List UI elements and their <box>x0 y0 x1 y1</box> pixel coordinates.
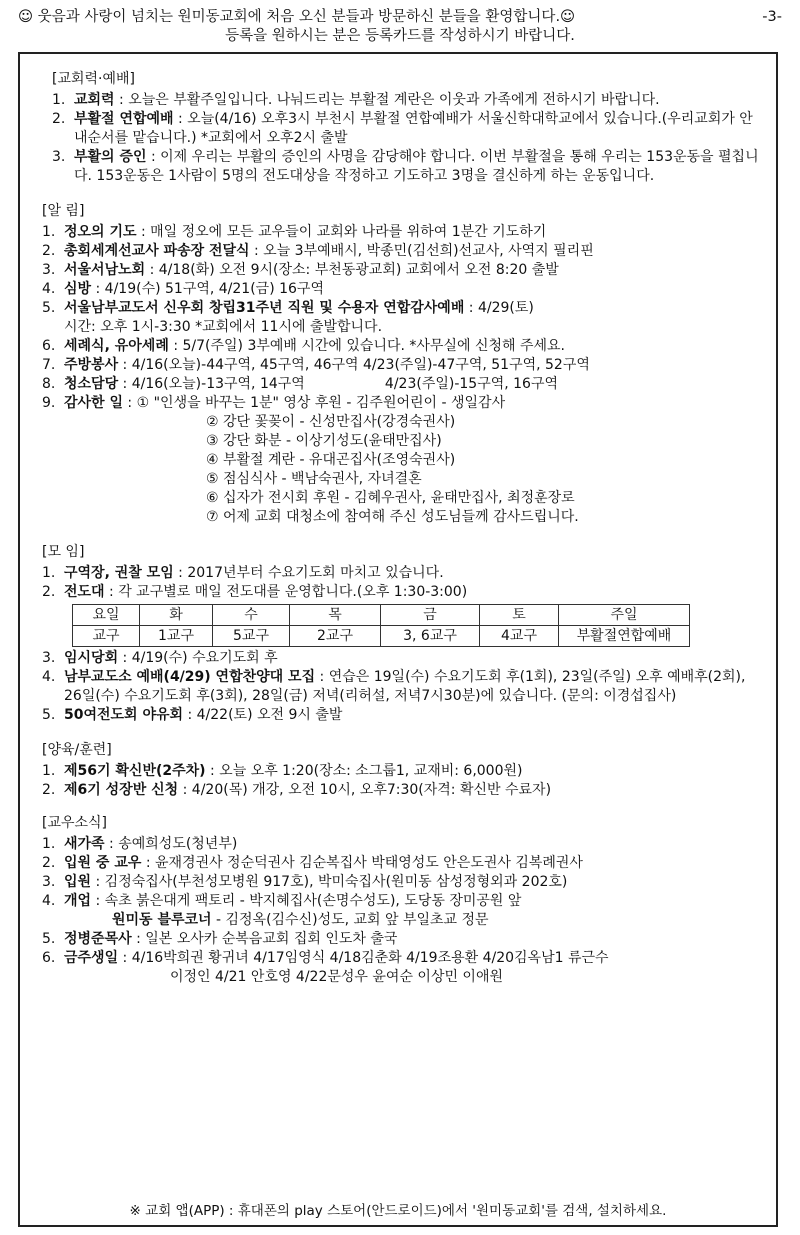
list-item: 2. 제6기 성장반 신청 : 4/20(목) 개강, 오전 10시, 오후7:30(자격: 확신반 수료자) <box>42 782 552 798</box>
app-notice: ※ 교회 앱(APP) : 휴대폰의 play 스토어(안드로이드)에서 '원미동교회'를 검색, 설치하세요. <box>129 1203 667 1219</box>
thanks-item: ④ 부활절 계란 - 유대곤집사(조영숙권사) <box>206 452 456 468</box>
list-item: 2. 입원 중 교우 : 윤재경권사 정순덕권사 김순복집사 박태영성도 안은도권사 김복례권사 <box>42 855 583 871</box>
list-item: 4. 개업 : 속초 붉은대게 팩토리 - 박지혜집사(손명수성도), 도당동 장미공원 앞 원미동 블루코너 - 김정옥(김수신)성도, 교회 앞 부일초교 정문 <box>42 893 522 928</box>
list-item: 1. 정오의 기도 : 매일 정오에 모든 교우들이 교회와 나라를 위하여 1분간 기도하기 <box>42 224 547 240</box>
list-item: 8. 청소담당 : 4/16(오늘)-13구역, 14구역 4/23(주일)-15구역, 16구역 <box>42 376 559 392</box>
table-cell: 토 <box>480 605 559 626</box>
section-title: [교우소식] <box>42 815 108 831</box>
item-extra: 시간: 오후 1시-3:30 *교회에서 11시에 출발합니다. <box>64 319 383 335</box>
section-training <box>42 741 762 800</box>
table-cell: 부활절연합예배 <box>559 626 690 647</box>
list-item: 4. 남부교도소 예배(4/29) 연합찬양대 모집 : 연습은 19일(수) 수요기도회 후(1회), 23일(주일) 오후 예배후(2회), 26일(수) 수요기도회 후(3회), 28일(금) 저녁(리허설, 저녁7시30분)에 있습니다. (문의: 이경섭집사) <box>42 669 746 704</box>
list-item: 1. 구역장, 권찰 모임 : 2017년부터 수요기도회 마치고 있습니다. <box>42 565 444 581</box>
list-item: 7. 주방봉사 : 4/16(오늘)-44구역, 45구역, 46구역 4/23(주일)-47구역, 51구역, 52구역 <box>42 357 590 373</box>
list-item: 1. 제56기 확신반(2주차) : 오늘 오후 1:20(장소: 소그룹1, 교재비: 6,000원) <box>42 763 523 779</box>
table-cell: 3, 6교구 <box>381 626 480 647</box>
table-cell: 요일 <box>73 605 140 626</box>
list-item: 3. 서울서남노회 : 4/18(화) 오전 9시(장소: 부천동광교회) 교회에서 오전 8:20 출발 <box>42 262 559 278</box>
table-cell: 4교구 <box>480 626 559 647</box>
section-notices <box>42 202 762 527</box>
list-item: 3. 임시당회 : 4/19(수) 수요기도회 후 <box>42 650 278 666</box>
list-item: 4. 심방 : 4/19(수) 51구역, 4/21(금) 16구역 <box>42 281 324 297</box>
list-item: 9. 감사한 일 : ① "인생을 바꾸는 1분" 영상 후원 - 김주원어린이 - 생일감사 <box>42 395 506 411</box>
list-item: 1. 교회력 : 오늘은 부활주일입니다. 나눠드리는 부활절 계란은 이웃과 가족에게 전하시기 바랍니다. <box>52 92 660 108</box>
list-item: 5. 50여전도회 야유회 : 4/22(토) 오전 9시 출발 <box>42 707 343 723</box>
table-row <box>73 605 690 626</box>
table-cell: 1교구 <box>140 626 213 647</box>
list-item: 6. 금주생일 : 4/16박희권 황귀녀 4/17임영식 4/18김춘화 4/19조용환 4/20김옥남1 류근수 이정인 4/21 안호영 4/22문성우 윤여순 이상민 이애원 <box>42 950 609 985</box>
table-cell: 주일 <box>559 605 690 626</box>
list-item: 5. 서울남부교도서 신우회 창립31주년 직원 및 수용자 연합감사예배 : 4/29(토) 시간: 오후 1시-3:30 *교회에서 11시에 출발합니다. <box>42 300 534 335</box>
section-title: [알 림] <box>42 203 85 219</box>
table-cell: 5교구 <box>213 626 290 647</box>
list-item: 3. 부활의 증인 : 이제 우리는 부활의 증인의 사명을 감당해야 합니다. 이번 부활절을 통해 우리는 153운동을 펼칩니다. 153운동은 1사람이 5명의 전도대상을 작정하고 기도하고 3명을 결신하게 하는 운동입니다. <box>52 149 759 184</box>
section-meetings <box>42 543 762 725</box>
thanks-list <box>42 413 762 527</box>
thanks-item: ⑥ 십자가 전시회 후원 - 김혜우권사, 윤태만집사, 최정훈장로 <box>206 490 575 506</box>
list-item: 2. 부활절 연합예배 : 오늘(4/16) 오후3시 부천시 부활절 연합예배가 서울신학대학교에서 있습니다.(우리교회가 안내순서를 맡습니다.) *교회에서 오후2시 출발 <box>52 111 753 146</box>
section-title: [모 임] <box>42 544 85 560</box>
evangelism-schedule-table <box>72 604 690 647</box>
thanks-item: ⑤ 점심식사 - 백남숙권사, 자녀결혼 <box>206 471 422 487</box>
section-title: [교회력·예배] <box>52 71 135 87</box>
list-item: 2. 전도대 : 각 교구별로 매일 전도대를 운영합니다.(오후 1:30-3:00) <box>42 584 468 600</box>
register-text: 등록을 원하시는 분은 등록카드를 작성하시기 바랍니다. <box>225 28 575 44</box>
bulletin-content <box>42 70 762 987</box>
thanks-item: ⑦ 어제 교회 대청소에 참여해 주신 성도님들께 감사드립니다. <box>206 509 579 525</box>
section-worship <box>42 70 762 186</box>
table-cell: 금 <box>381 605 480 626</box>
section-members <box>42 814 762 987</box>
list-item: 6. 세례식, 유아세례 : 5/7(주일) 3부예배 시간에 있습니다. *사무실에 신청해 주세요. <box>42 338 565 354</box>
section-title: [양육/훈련] <box>42 742 112 758</box>
list-item: 3. 입원 : 김정숙집사(부천성모병원 917호), 박미숙집사(원미동 삼성정형외과 202호) <box>42 874 568 890</box>
welcome-text: ☺ 웃음과 사랑이 넘치는 원미동교회에 처음 오신 분들과 방문하신 분들을 환영합니다.☺ <box>18 9 576 25</box>
list-item: 5. 정병준목사 : 일본 오사카 순복음교회 집회 인도차 출국 <box>42 931 398 947</box>
thanks-item: ② 강단 꽃꽂이 - 신성만집사(강경숙권사) <box>206 414 456 430</box>
table-cell: 화 <box>140 605 213 626</box>
list-item: 2. 총회세계선교사 파송장 전달식 : 오늘 3부예배시, 박종민(김선희)선교사, 사역지 필리핀 <box>42 243 594 259</box>
header <box>18 8 782 46</box>
table-cell: 수 <box>213 605 290 626</box>
table-cell: 교구 <box>73 626 140 647</box>
thanks-item: ③ 강단 화분 - 이상기성도(윤태만집사) <box>206 433 442 449</box>
bulletin-box <box>18 52 778 1227</box>
table-row <box>73 626 690 647</box>
list-item: 1. 새가족 : 송예희성도(청년부) <box>42 836 238 852</box>
table-cell: 목 <box>290 605 381 626</box>
page-number: -3- <box>762 9 782 25</box>
table-cell: 2교구 <box>290 626 381 647</box>
